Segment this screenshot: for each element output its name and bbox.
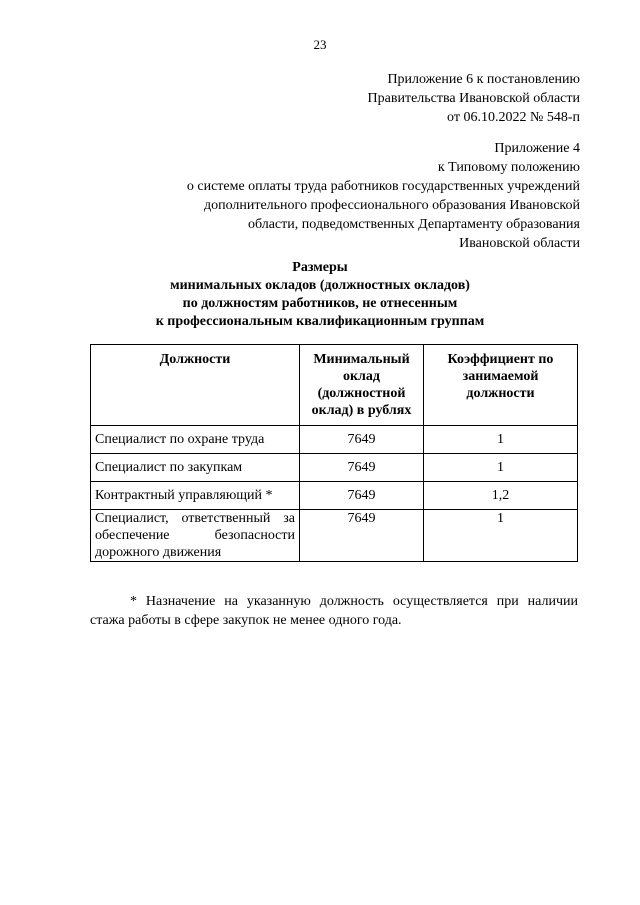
cell-coefficient: 1,2 (424, 482, 578, 510)
appendix-4-header (187, 139, 580, 253)
page-number: 23 (313, 37, 327, 52)
document-title (0, 259, 640, 331)
cell-salary: 7649 (300, 454, 424, 482)
cell-position: Специалист по закупкам (91, 454, 300, 482)
header-coefficient: Коэффициент по занимаемой должности (424, 345, 578, 426)
footnote: * Назначение на указанную должность осуществляется при наличии стажа работы в сфере закупок не менее одного года. (90, 594, 578, 628)
cell-position: Специалист, ответственный за обеспечение безопасности дорожного движения (91, 510, 300, 562)
header-position: Должности (91, 345, 300, 426)
cell-position: Специалист по охране труда (91, 426, 300, 454)
cell-coefficient: 1 (424, 426, 578, 454)
cell-salary: 7649 (300, 426, 424, 454)
cell-salary: 7649 (300, 510, 424, 562)
appendix-4-line: о системе оплаты труда работников государственных учреждений (186, 179, 580, 194)
appendix-4-line: дополнительного профессионального образования Ивановской (203, 198, 580, 213)
appendix-6-line: от 06.10.2022 № 548-п (447, 110, 580, 125)
table-row (91, 482, 578, 510)
appendix-4-line: к Типовому положению (437, 160, 580, 175)
appendix-6-line: Приложение 6 к постановлению (387, 72, 580, 87)
table-row (91, 510, 578, 562)
cell-salary: 7649 (300, 482, 424, 510)
table-row (91, 426, 578, 454)
appendix-4-line: Приложение 4 (494, 141, 580, 156)
cell-position: Контрактный управляющий * (91, 482, 300, 510)
cell-coefficient: 1 (424, 510, 578, 562)
appendix-4-line: области, подведомственных Департаменту образования (247, 217, 580, 232)
table-row (91, 454, 578, 482)
title-line: минимальных окладов (должностных окладов) (170, 278, 470, 293)
table-header-row (91, 345, 578, 426)
title-line: к профессиональным квалификационным группам (155, 314, 485, 329)
header-salary: Минимальный оклад (должностной оклад) в рублях (300, 345, 424, 426)
salary-table (90, 344, 578, 562)
cell-coefficient: 1 (424, 454, 578, 482)
title-line: Размеры (292, 260, 348, 275)
appendix-4-line: Ивановской области (459, 236, 580, 251)
title-line: по должностям работников, не отнесенным (182, 296, 458, 311)
appendix-6-header (368, 70, 580, 127)
appendix-6-line: Правительства Ивановской области (367, 91, 580, 106)
